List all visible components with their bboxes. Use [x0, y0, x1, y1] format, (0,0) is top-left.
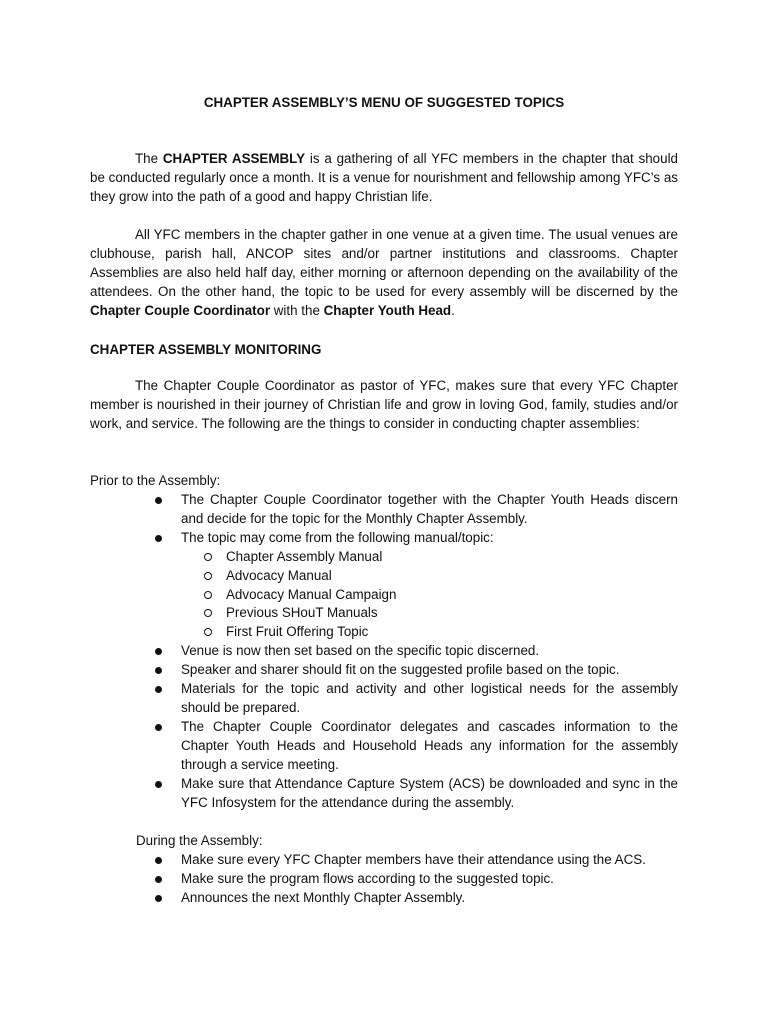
list-item: [181, 718, 678, 775]
list-item: [181, 491, 678, 529]
intro-p2-text: All YFC members in the chapter gather in one venue at a given time. The usual venues are clubhouse, parish hall, ANCOP sites and/or partner institutions and classrooms. Chapter Assemblies are also held half day, either morning or afternoon depending on the availability of the attendees. On the other hand, the topic to be used for every assembly will be discerned by the: [90, 227, 678, 299]
list-item-text: Make sure the program flows according to the suggested topic.: [181, 870, 554, 886]
bullet-icon: [155, 535, 162, 542]
sublist-item: [226, 567, 678, 586]
bullet-icon: [155, 857, 162, 864]
list-item-text: Venue is now then set based on the specific topic discerned.: [181, 643, 540, 659]
prior-list: [181, 491, 678, 812]
bullet-icon: [155, 876, 162, 883]
list-item: [181, 870, 678, 889]
sublist-item: [226, 604, 678, 623]
intro-p2-bold-youth-head: Chapter Youth Head: [323, 302, 452, 318]
list-item-text: The Chapter Couple Coordinator together with the Chapter Youth Heads discern and decide for the topic for the Monthly Chapter Assembly.: [181, 492, 678, 526]
list-item-text: The Chapter Couple Coordinator delegates and cascades information to the Chapter Youth Heads and Household Heads any information for the assembly through a service meeting.: [181, 718, 678, 772]
intro-p1-text: is a gathering of all YFC members in the chapter that should be conducted regularly once a month. It is a venue for nourishment and fellowship among YFC’s as they grow into the path of a good and happy Christian life.: [90, 151, 678, 204]
monitoring-heading: CHAPTER ASSEMBLY MONITORING: [90, 342, 322, 357]
sublist-item: [226, 548, 678, 567]
intro-p1-bold: CHAPTER ASSEMBLY: [162, 151, 306, 166]
during-label: During the Assembly:: [136, 833, 263, 848]
intro-p2-mid: with the: [270, 302, 324, 318]
list-item: [181, 642, 678, 661]
sublist-item-text: Chapter Assembly Manual: [226, 548, 383, 564]
sublist-item-text: Advocacy Manual: [226, 567, 332, 583]
bullet-icon: [155, 648, 162, 655]
during-list: [181, 851, 678, 908]
list-item-text: Announces the next Monthly Chapter Assembly.: [181, 889, 466, 905]
sublist-item: [226, 586, 678, 605]
list-item: [181, 851, 678, 870]
list-item: [181, 529, 678, 642]
list-item: [181, 889, 678, 908]
list-item-text: Materials for the topic and activity and other logistical needs for the assembly should be prepared.: [181, 681, 678, 715]
list-item: [181, 680, 678, 718]
list-item-text: Speaker and sharer should fit on the suggested profile based on the topic.: [181, 662, 620, 678]
sublist-item-text: Advocacy Manual Campaign: [226, 586, 397, 602]
hollow-bullet-icon: [204, 572, 212, 580]
intro-paragraph-2: [90, 226, 678, 321]
intro-paragraph-1: [90, 150, 678, 207]
prior-label: Prior to the Assembly:: [90, 473, 221, 488]
hollow-bullet-icon: [204, 591, 212, 599]
bullet-icon: [155, 497, 162, 504]
list-item-text: Make sure that Attendance Capture System (ACS) be downloaded and sync in the YFC Infosystem for the attendance during the assembly.: [181, 775, 678, 810]
bullet-icon: [155, 686, 162, 693]
hollow-bullet-icon: [204, 609, 212, 617]
document-title: CHAPTER ASSEMBLY’S MENU OF SUGGESTED TOPICS: [203, 95, 565, 110]
topic-sublist: [181, 548, 678, 643]
sublist-item: [226, 623, 678, 642]
intro-p2-end: .: [451, 302, 455, 318]
sublist-item-text: Previous SHouT Manuals: [226, 605, 378, 621]
hollow-bullet-icon: [204, 628, 212, 636]
bullet-icon: [155, 667, 162, 674]
intro-p2-bold-coordinator: Chapter Couple Coordinator: [90, 302, 271, 318]
bullet-icon: [155, 724, 162, 731]
bullet-icon: [155, 895, 162, 902]
list-item-text: Make sure every YFC Chapter members have their attendance using the ACS.: [181, 852, 646, 867]
list-item: [181, 775, 678, 813]
monitoring-paragraph: The Chapter Couple Coordinator as pastor of YFC, makes sure that every YFC Chapter member is nourished in their journey of Christian life and grow in loving God, family, studies and/or work, and service. The following are the things to consider in conducting chapter assemblies:: [90, 378, 678, 431]
list-item-text: The topic may come from the following manual/topic:: [181, 529, 494, 545]
sublist-item-text: First Fruit Offering Topic: [226, 624, 369, 640]
intro-p1-prefix: The: [135, 151, 163, 166]
bullet-icon: [155, 781, 162, 788]
hollow-bullet-icon: [204, 553, 212, 561]
list-item: [181, 661, 678, 680]
